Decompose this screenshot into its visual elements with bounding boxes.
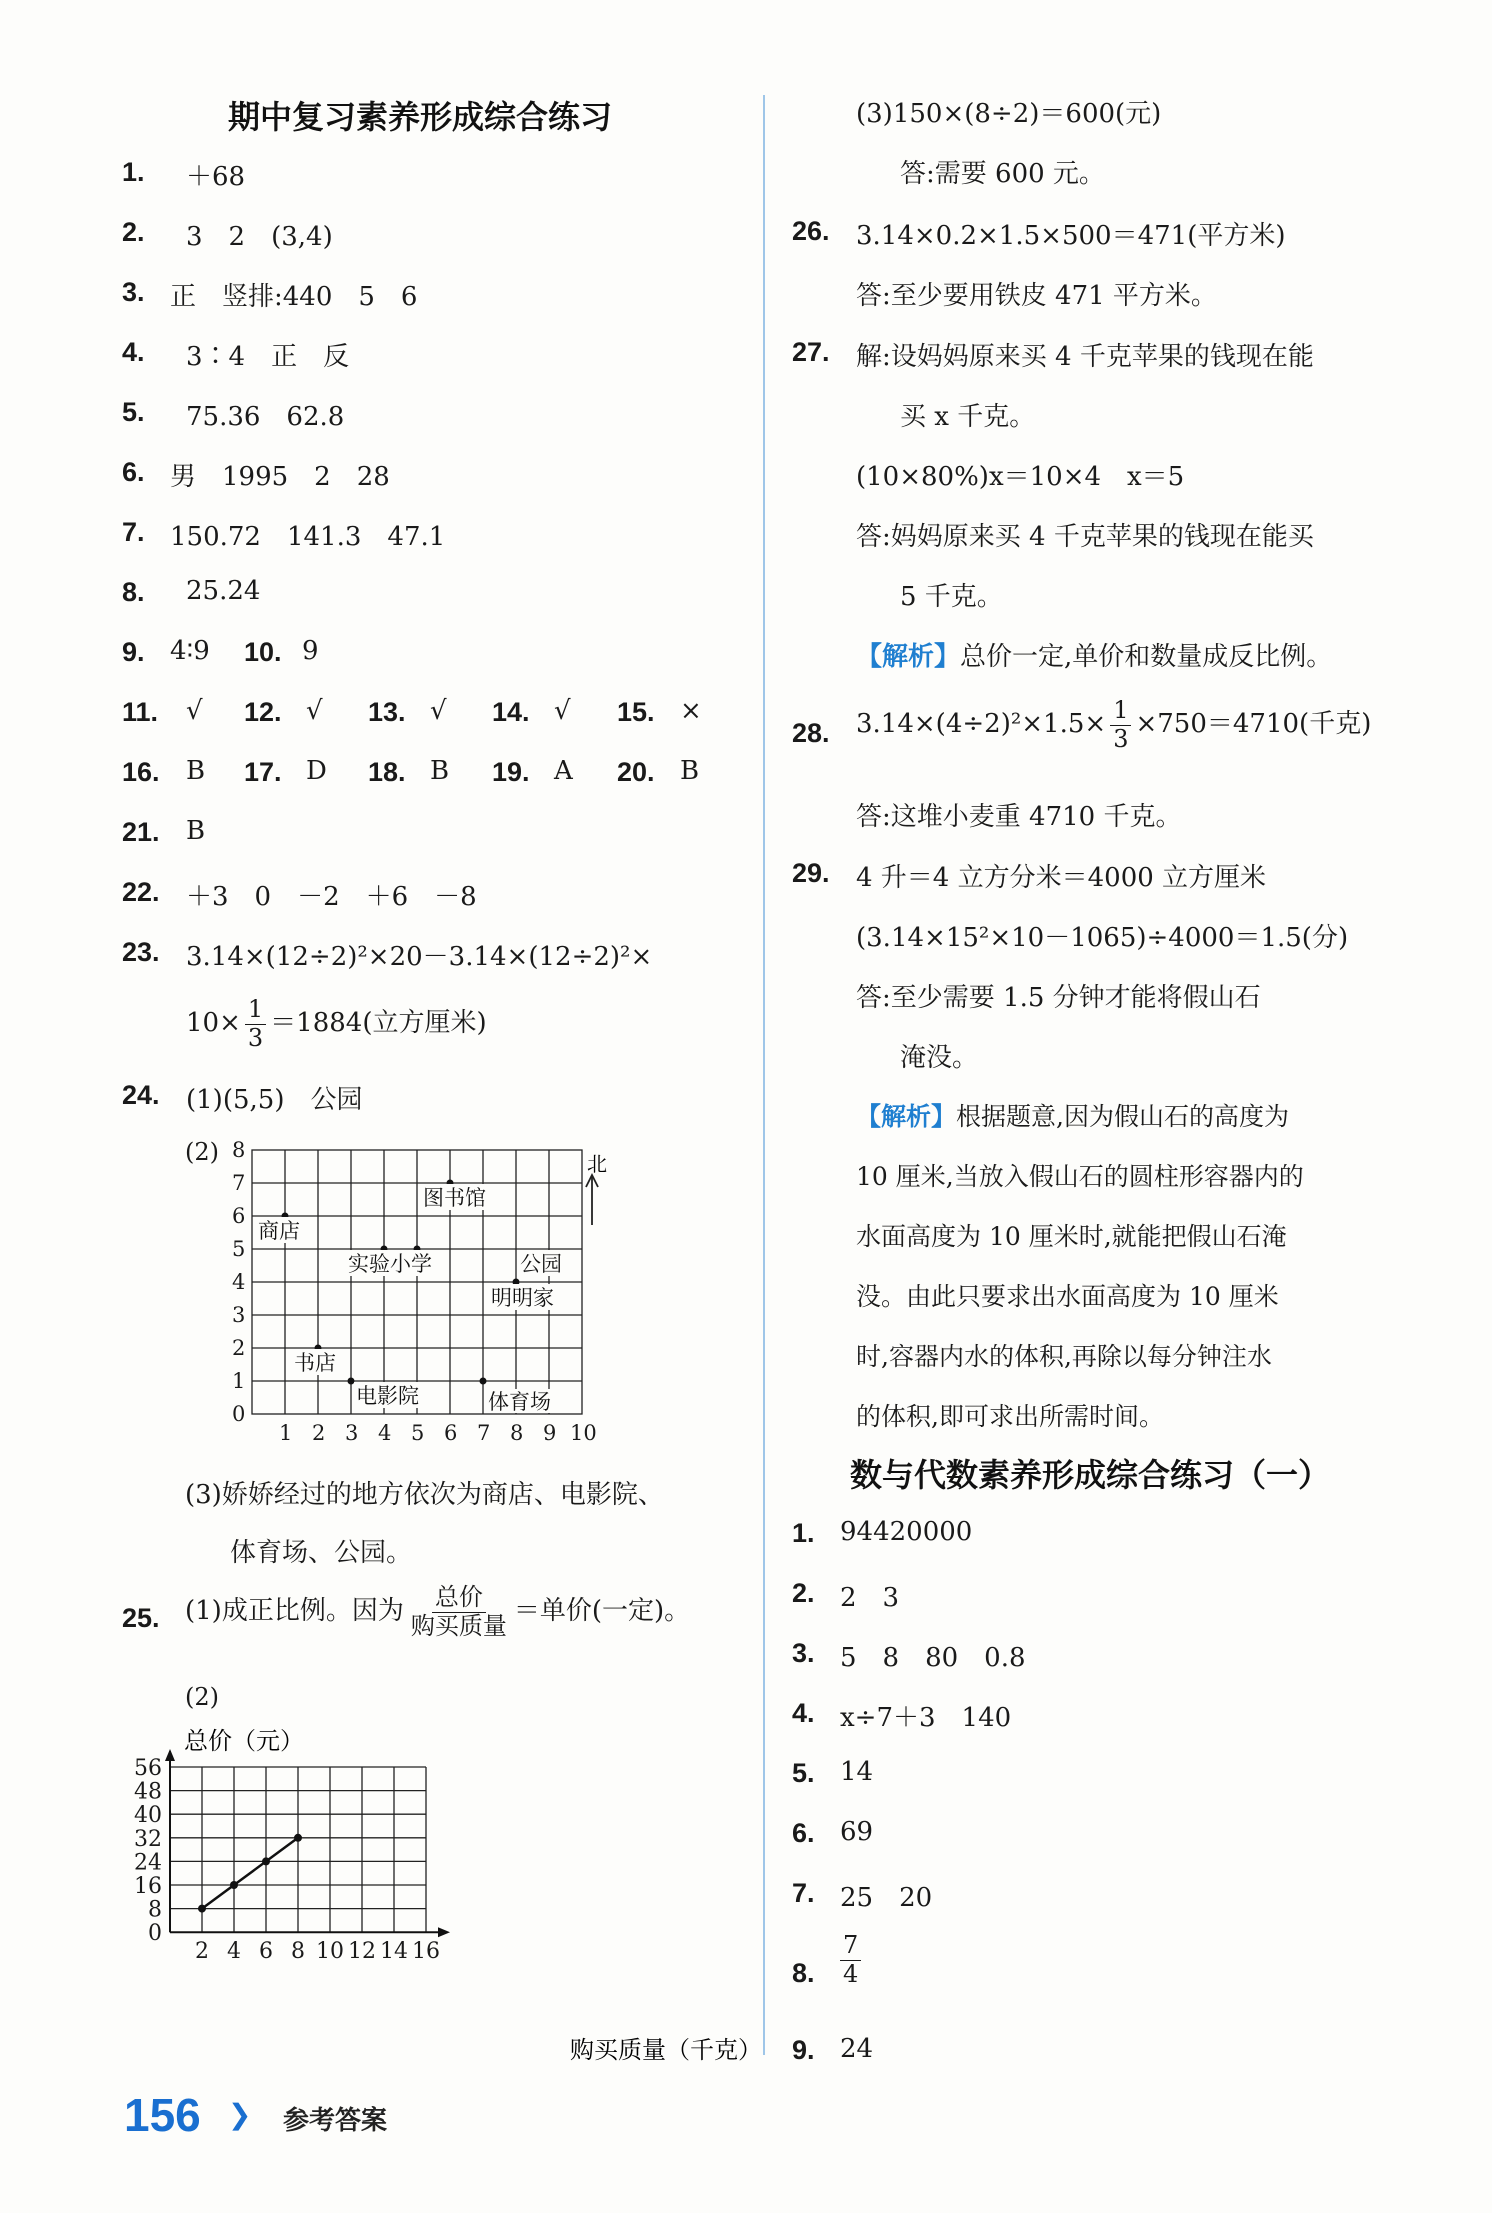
item-number: 23. [122, 937, 160, 967]
fraction: $\frac{1}{3}$ [245, 996, 266, 1052]
place-label: 公园 [520, 1252, 562, 1276]
analysis-tag: 【解析】 [856, 642, 961, 672]
q29-line4: 淹没。 [900, 1043, 979, 1073]
item-number: 9. [792, 2035, 815, 2065]
chart-xtick-label: 6 [259, 1939, 273, 1965]
chart-data-point [294, 1834, 302, 1842]
fraction: $\frac{1}{3}$ [1110, 697, 1131, 753]
map-xtick: 4 [378, 1421, 392, 1445]
item-number: 1. [792, 1518, 815, 1548]
q27-line5: 5 千克。 [900, 582, 1003, 612]
north-arrow [586, 1152, 607, 1225]
item-answer: ＋68 [186, 162, 246, 192]
item-answer: 69 [840, 1817, 874, 1847]
q25-part3-answer: 答:需要 600 元。 [900, 159, 1105, 189]
map-ytick: 6 [232, 1204, 246, 1228]
item-number: 11. [122, 697, 159, 727]
chart-series-line [202, 1838, 298, 1909]
item-answer: 4∶9 [170, 636, 210, 666]
q27-line2: 买 x 千克。 [900, 402, 1036, 432]
item-number: 6. [122, 457, 145, 487]
place-label: 体育场 [488, 1390, 551, 1414]
q29-analysis-line1: 【解析】根据题意,因为假山石的高度为 [856, 1102, 1289, 1131]
chart-xtick-label: 10 [316, 1939, 344, 1965]
item-answer: √ [186, 696, 203, 726]
item-number: 2. [792, 1578, 815, 1608]
item-number: 14. [492, 697, 530, 727]
item-answer: 14 [840, 1757, 874, 1787]
q28-line1: 3.14×(4÷2)²×1.5× $\frac{1}{3}$ ×750＝4710(千克) [856, 696, 1372, 753]
map-xtick: 3 [345, 1421, 359, 1445]
item-number: 7. [122, 517, 145, 547]
chart-xtick-label: 8 [291, 1939, 305, 1965]
map-xtick: 6 [444, 1421, 458, 1445]
item-answer: × [680, 696, 702, 726]
item-answer: B [680, 756, 700, 786]
north-label: 北 [587, 1152, 607, 1176]
item-answer: 94420000 [840, 1517, 973, 1547]
place-label: 商店 [258, 1219, 300, 1243]
q27-line3: (10×80%)x＝10×4 x＝5 [856, 462, 1185, 492]
q29-analysis-line5: 时,容器内水的体积,再除以每分钟注水 [856, 1342, 1272, 1371]
chart-ytick-label: 24 [134, 1850, 162, 1876]
fraction: $\frac{\text{总价}}{\text{购买质量}}$ [410, 1583, 507, 1640]
page-number: 156 [124, 2089, 201, 2141]
item-number: 3. [792, 1638, 815, 1668]
chart-xtick-label: 14 [380, 1939, 408, 1965]
item-answer: D [306, 756, 327, 786]
item-answer: √ [306, 696, 323, 726]
item-number: 22. [122, 877, 160, 907]
price-weight-line-chart [134, 1725, 770, 2070]
analysis-tag: 【解析】 [856, 1102, 957, 1131]
q29-analysis-line3: 水面高度为 10 厘米时,就能把假山石淹 [856, 1222, 1287, 1251]
item-answer [836, 1932, 865, 1988]
item-number: 8. [792, 1958, 815, 1988]
item-number: 9. [122, 637, 145, 667]
section-title-midterm: 期中复习素养形成综合练习 [228, 98, 613, 136]
map-xtick: 10 [570, 1421, 597, 1445]
item-answer: 男 1995 2 28 [170, 462, 390, 492]
chart-ytick-label: 16 [134, 1874, 162, 1899]
q29-line1: 4 升＝4 立方分米＝4000 立方厘米 [856, 863, 1267, 893]
item-answer: 25 20 [840, 1883, 933, 1913]
q29-line3: 答:至少需要 1.5 分钟才能将假山石 [856, 983, 1261, 1013]
q23-line1: 3.14×(12÷2)²×20－3.14×(12÷2)²× [186, 942, 653, 972]
map-ytick: 5 [232, 1237, 246, 1261]
q26-answer: 答:至少要用铁皮 471 平方米。 [856, 281, 1217, 311]
map-xtick: 8 [510, 1421, 524, 1445]
item-answer: B [186, 816, 206, 846]
item-number: 5. [122, 397, 145, 427]
fraction: $\frac{7}{4}$ [840, 1932, 861, 1988]
item-number: 28. [792, 718, 830, 748]
map-xtick: 1 [279, 1421, 293, 1445]
map-ytick: 3 [232, 1303, 246, 1327]
q24-part2-label: (2) [185, 1138, 219, 1166]
item-answer: 2 3 [840, 1583, 900, 1613]
place-label: 图书馆 [423, 1186, 486, 1210]
item-number: 24. [122, 1080, 160, 1110]
chart-ytick-label: 8 [148, 1897, 162, 1923]
q24-part3-line2: 体育场、公园。 [230, 1538, 413, 1568]
chart-xtick-label: 2 [195, 1939, 209, 1965]
coordinate-map [220, 1135, 620, 1445]
q24-part3-line1: (3)娇娇经过的地方依次为商店、电影院、 [185, 1480, 664, 1510]
chart-xtick-label: 16 [412, 1939, 440, 1965]
item-answer: 24 [840, 2034, 874, 2064]
item-answer: 25.24 [186, 576, 261, 606]
place-label: 电影院 [356, 1384, 419, 1408]
q28-answer: 答:这堆小麦重 4710 千克。 [856, 802, 1182, 832]
map-ytick: 7 [232, 1171, 246, 1195]
q27-analysis: 【解析】总价一定,单价和数量成反比例。 [856, 642, 1333, 672]
item-number: 27. [792, 337, 830, 367]
item-number: 29. [792, 858, 830, 888]
map-ytick: 8 [232, 1138, 246, 1162]
item-answer: 150.72 141.3 47.1 [170, 522, 446, 552]
chart-xlabel: 购买质量（千克） [570, 2036, 762, 2064]
chart-x-axis-arrow [438, 1927, 450, 1937]
item-answer: 75.36 62.8 [186, 402, 345, 432]
q23-line2: 10× $\frac{1}{3}$ ＝1884(立方厘米) [186, 995, 487, 1052]
chart-data-point [262, 1857, 270, 1865]
item-number: 4. [792, 1698, 815, 1728]
item-number: 19. [492, 757, 530, 787]
chart-y-axis-arrow [165, 1749, 175, 1761]
item-number: 20. [617, 757, 655, 787]
map-point [348, 1378, 355, 1385]
q29-analysis-line2: 10 厘米,当放入假山石的圆柱形容器内的 [856, 1162, 1304, 1191]
item-number: 21. [122, 817, 160, 847]
q29-analysis-line6: 的体积,即可求出所需时间。 [856, 1402, 1164, 1431]
item-number: 15. [617, 697, 655, 727]
map-ytick: 1 [232, 1369, 246, 1393]
q29-line2: (3.14×15²×10－1065)÷4000＝1.5(分) [856, 923, 1349, 953]
item-answer: 9 [302, 636, 319, 666]
q27-line1: 解:设妈妈原来买 4 千克苹果的钱现在能 [856, 342, 1314, 372]
map-point [480, 1378, 487, 1385]
chart-ytick-label: 48 [134, 1779, 162, 1805]
q25-part3-line1: (3)150×(8÷2)＝600(元) [856, 99, 1162, 129]
chart-data-point [198, 1905, 206, 1913]
chart-ytick-label: 32 [134, 1826, 162, 1852]
q26-line1: 3.14×0.2×1.5×500＝471(平方米) [856, 221, 1286, 251]
q25-part1: (1)成正比例。因为 $\frac{\text{总价}}{\text{购买质量}}$ ＝单价(一定)。 [185, 1583, 691, 1640]
item-answer: x÷7＋3 140 [840, 1703, 1012, 1733]
chart-ytick-label: 56 [134, 1756, 162, 1781]
item-answer: A [554, 756, 573, 786]
q25-part2-label: (2) [185, 1683, 219, 1711]
item-answer: 正 竖排:440 5 6 [170, 282, 418, 312]
item-number: 18. [368, 757, 406, 787]
item-number: 2. [122, 217, 145, 247]
chart-xtick-label: 12 [348, 1939, 376, 1965]
item-answer: √ [430, 696, 447, 726]
map-ytick: 0 [232, 1402, 246, 1426]
map-xtick: 9 [543, 1421, 557, 1445]
item-number: 1. [122, 157, 145, 187]
item-number: 8. [122, 577, 145, 607]
q27-line4: 答:妈妈原来买 4 千克苹果的钱现在能买 [856, 522, 1314, 552]
item-answer: B [430, 756, 450, 786]
item-number: 6. [792, 1818, 815, 1848]
chart-ytick-label: 40 [134, 1803, 162, 1829]
map-xtick: 7 [477, 1421, 491, 1445]
place-label: 实验小学 [348, 1252, 432, 1276]
place-label: 明明家 [491, 1286, 554, 1310]
map-xtick: 2 [312, 1421, 326, 1445]
chart-xtick-label: 4 [227, 1939, 241, 1965]
map-ytick: 2 [232, 1336, 246, 1360]
item-number: 16. [122, 757, 160, 787]
item-answer: 5 8 80 0.8 [840, 1643, 1026, 1673]
page-section-label: 参考答案 [283, 2106, 388, 2136]
item-number: 4. [122, 337, 145, 367]
item-number: 17. [244, 757, 282, 787]
item-answer: √ [554, 696, 571, 726]
item-number: 10. [244, 637, 282, 667]
item-answer: B [186, 756, 206, 786]
chart-ylabel: 总价（元） [184, 1727, 304, 1755]
chevron-right-icon: ❯ [228, 2098, 252, 2131]
item-number: 12. [244, 697, 282, 727]
q29-analysis-line4: 没。由此只要求出水面高度为 10 厘米 [856, 1282, 1279, 1311]
q24-part1: (1)(5,5) 公园 [186, 1085, 363, 1115]
item-number: 7. [792, 1878, 815, 1908]
chart-data-point [230, 1881, 238, 1889]
chart-ytick-label: 0 [148, 1921, 162, 1947]
map-ytick: 4 [232, 1270, 246, 1294]
section-title-number-algebra: 数与代数素养形成综合练习（一） [850, 1456, 1331, 1494]
item-number: 25. [122, 1603, 160, 1633]
item-answer: 3 2 (3,4) [186, 222, 333, 252]
item-answer: ＋3 0 －2 ＋6 －8 [186, 882, 477, 912]
item-number: 5. [792, 1758, 815, 1788]
item-answer: 3∶4 正 反 [186, 342, 350, 372]
place-label: 书店 [294, 1351, 336, 1375]
map-xtick: 5 [411, 1421, 425, 1445]
item-number: 13. [368, 697, 406, 727]
item-number: 26. [792, 216, 830, 246]
item-number: 3. [122, 277, 145, 307]
